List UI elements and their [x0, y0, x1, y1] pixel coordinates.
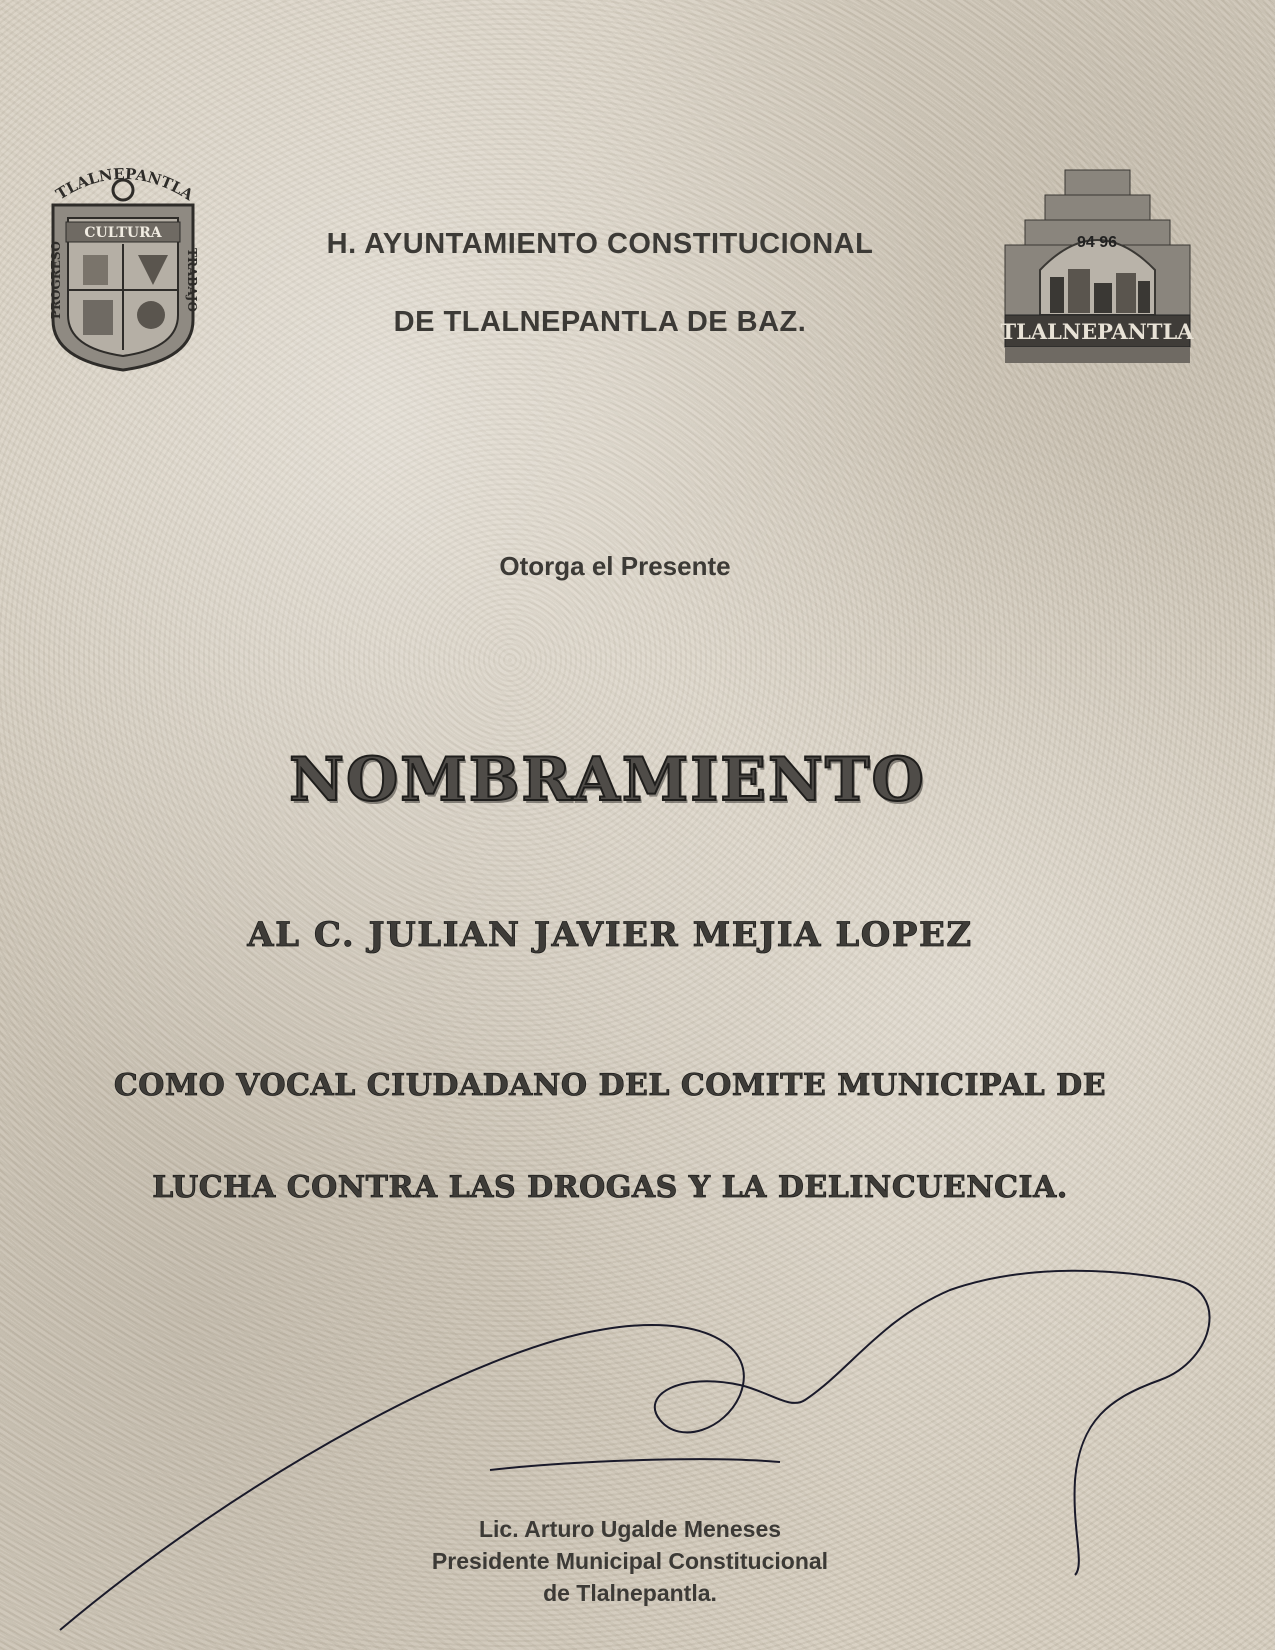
role-description-line2: LUCHA CONTRA LAS DROGAS Y LA DELINCUENCIA. [152, 1170, 1068, 1205]
coat-band-text: CULTURA [84, 225, 162, 241]
issuer-heading-line1: H. AYUNTAMIENTO CONSTITUCIONAL [326, 228, 874, 260]
issuer-heading-line2: DE TLALNEPANTLA DE BAZ. [393, 306, 807, 338]
coat-right-text: TRABAJO [185, 248, 199, 312]
recipient-name: AL C. JULIAN JAVIER MEJIA LOPEZ [247, 915, 973, 955]
signatory-city: de Tlalnepantla. [543, 1580, 717, 1606]
tlalnepantla-administration-logo-icon [1000, 165, 1195, 380]
certificate-title: NOMBRAMIENTO [289, 745, 926, 815]
logo-banner-text: TLALNEPANTLA [1000, 319, 1194, 344]
coat-arc-text: TLALNEPANTLA [52, 164, 197, 205]
coat-left-text: PROGRESO [49, 241, 63, 319]
signatory-name: Lic. Arturo Ugalde Meneses [478, 1516, 782, 1542]
intro-text: Otorga el Presente [499, 551, 731, 581]
municipal-coat-of-arms-icon [38, 160, 208, 375]
role-description-line1: COMO VOCAL CIUDADANO DEL COMITE MUNICIPAL DE [113, 1068, 1107, 1103]
signatory-title: Presidente Municipal Constitucional [431, 1548, 829, 1574]
logo-years: 94 96 [1076, 234, 1118, 251]
